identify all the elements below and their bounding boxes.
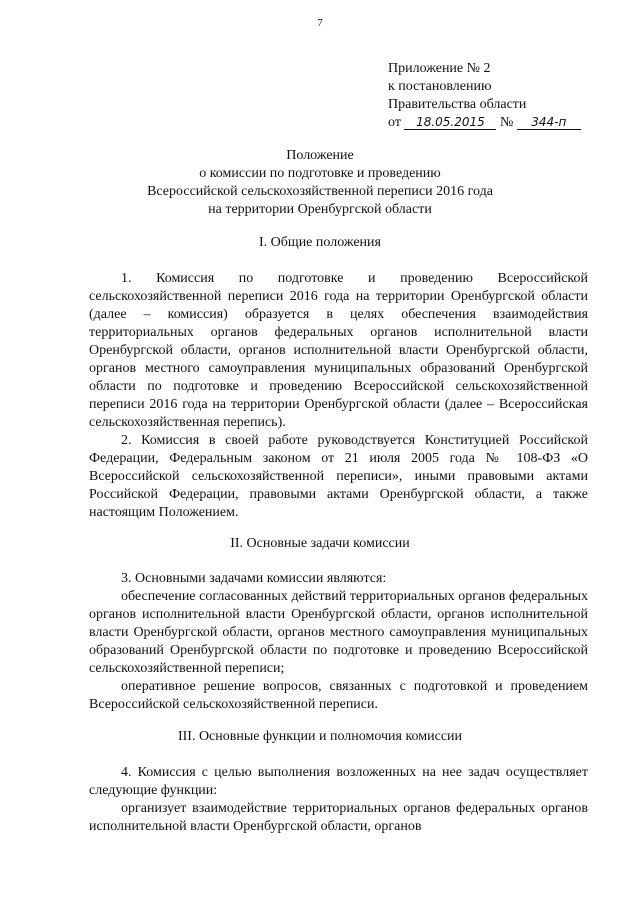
page-number: 7 <box>317 17 323 29</box>
title-line-2: о комиссии по подготовке и проведению <box>199 166 441 181</box>
paragraph: 4. Комиссия с целью выполнения возложенных на нее задач осуществляет следующие функции: <box>89 765 588 798</box>
handwritten-number: 344-п <box>517 115 581 130</box>
paragraph: 3. Основными задачами комиссии являются: <box>121 571 387 586</box>
handwritten-date: 18.05.2015 <box>404 115 496 130</box>
section-heading-general: I. Общие положения <box>259 235 381 250</box>
section-heading-functions: III. Основные функции и полномочия комиссии <box>177 729 463 744</box>
appendix-block <box>388 60 608 132</box>
number-label: № <box>499 115 514 130</box>
paragraph: организует взаимодействие территориальных органов федеральных органов исполнительной власти Оренбургской области, органов <box>89 801 588 834</box>
title-line-3: Всероссийской сельскохозяйственной переписи 2016 года <box>147 184 493 199</box>
from-label: от <box>388 115 401 130</box>
title-line-1: Положение <box>286 148 354 163</box>
appendix-date-number-row <box>388 114 608 132</box>
appendix-line-2: к постановлению <box>388 79 492 94</box>
section-body-tasks <box>89 570 588 714</box>
paragraph: 2. Комиссия в своей работе руководствуется Конституцией Российской Федерации, Федеральным законом от 21 июля 2005 года № 108-ФЗ «О Всероссийской сельскохозяйственной переписи», иными правовыми актами Российской Федерации, правовыми актами Оренбургской области, а также настоящим Положением. <box>89 433 588 520</box>
paragraph: обеспечение согласованных действий территориальных органов федеральных органов исполнительной власти Оренбургской области, органов исполнительной власти Оренбургской области, органов местного самоуправления муниципальных образований Оренбургской области по подготовке и проведению Всероссийской сельскохозяйственной переписи; <box>89 589 588 676</box>
document-title <box>0 147 640 219</box>
paragraph: оперативное решение вопросов, связанных с подготовкой и проведением Всероссийской сельскохозяйственной переписи. <box>89 679 588 712</box>
paragraph: 1. Комиссия по подготовке и проведению Всероссийской сельскохозяйственной переписи 2016 года на территории Оренбургской области (далее – комиссия) образуется в целях обеспечения взаимодействия территориальных органов федеральных органов исполнительной власти Оренбургской области, органов исполнительной власти Оренбургской области, органов местного самоуправления муниципальных образований Оренбургской области по подготовке и проведению Всероссийской сельскохозяйственной переписи 2016 года на территории Оренбургской области (далее – Всероссийская сельскохозяйственная перепись). <box>89 271 588 430</box>
appendix-line-1: Приложение № 2 <box>388 61 491 76</box>
section-body-general <box>89 270 588 522</box>
appendix-line-3: Правительства области <box>388 97 527 112</box>
title-line-4: на территории Оренбургской области <box>208 202 432 217</box>
section-heading-tasks: II. Основные задачи комиссии <box>230 536 410 551</box>
section-body-functions <box>89 764 588 836</box>
